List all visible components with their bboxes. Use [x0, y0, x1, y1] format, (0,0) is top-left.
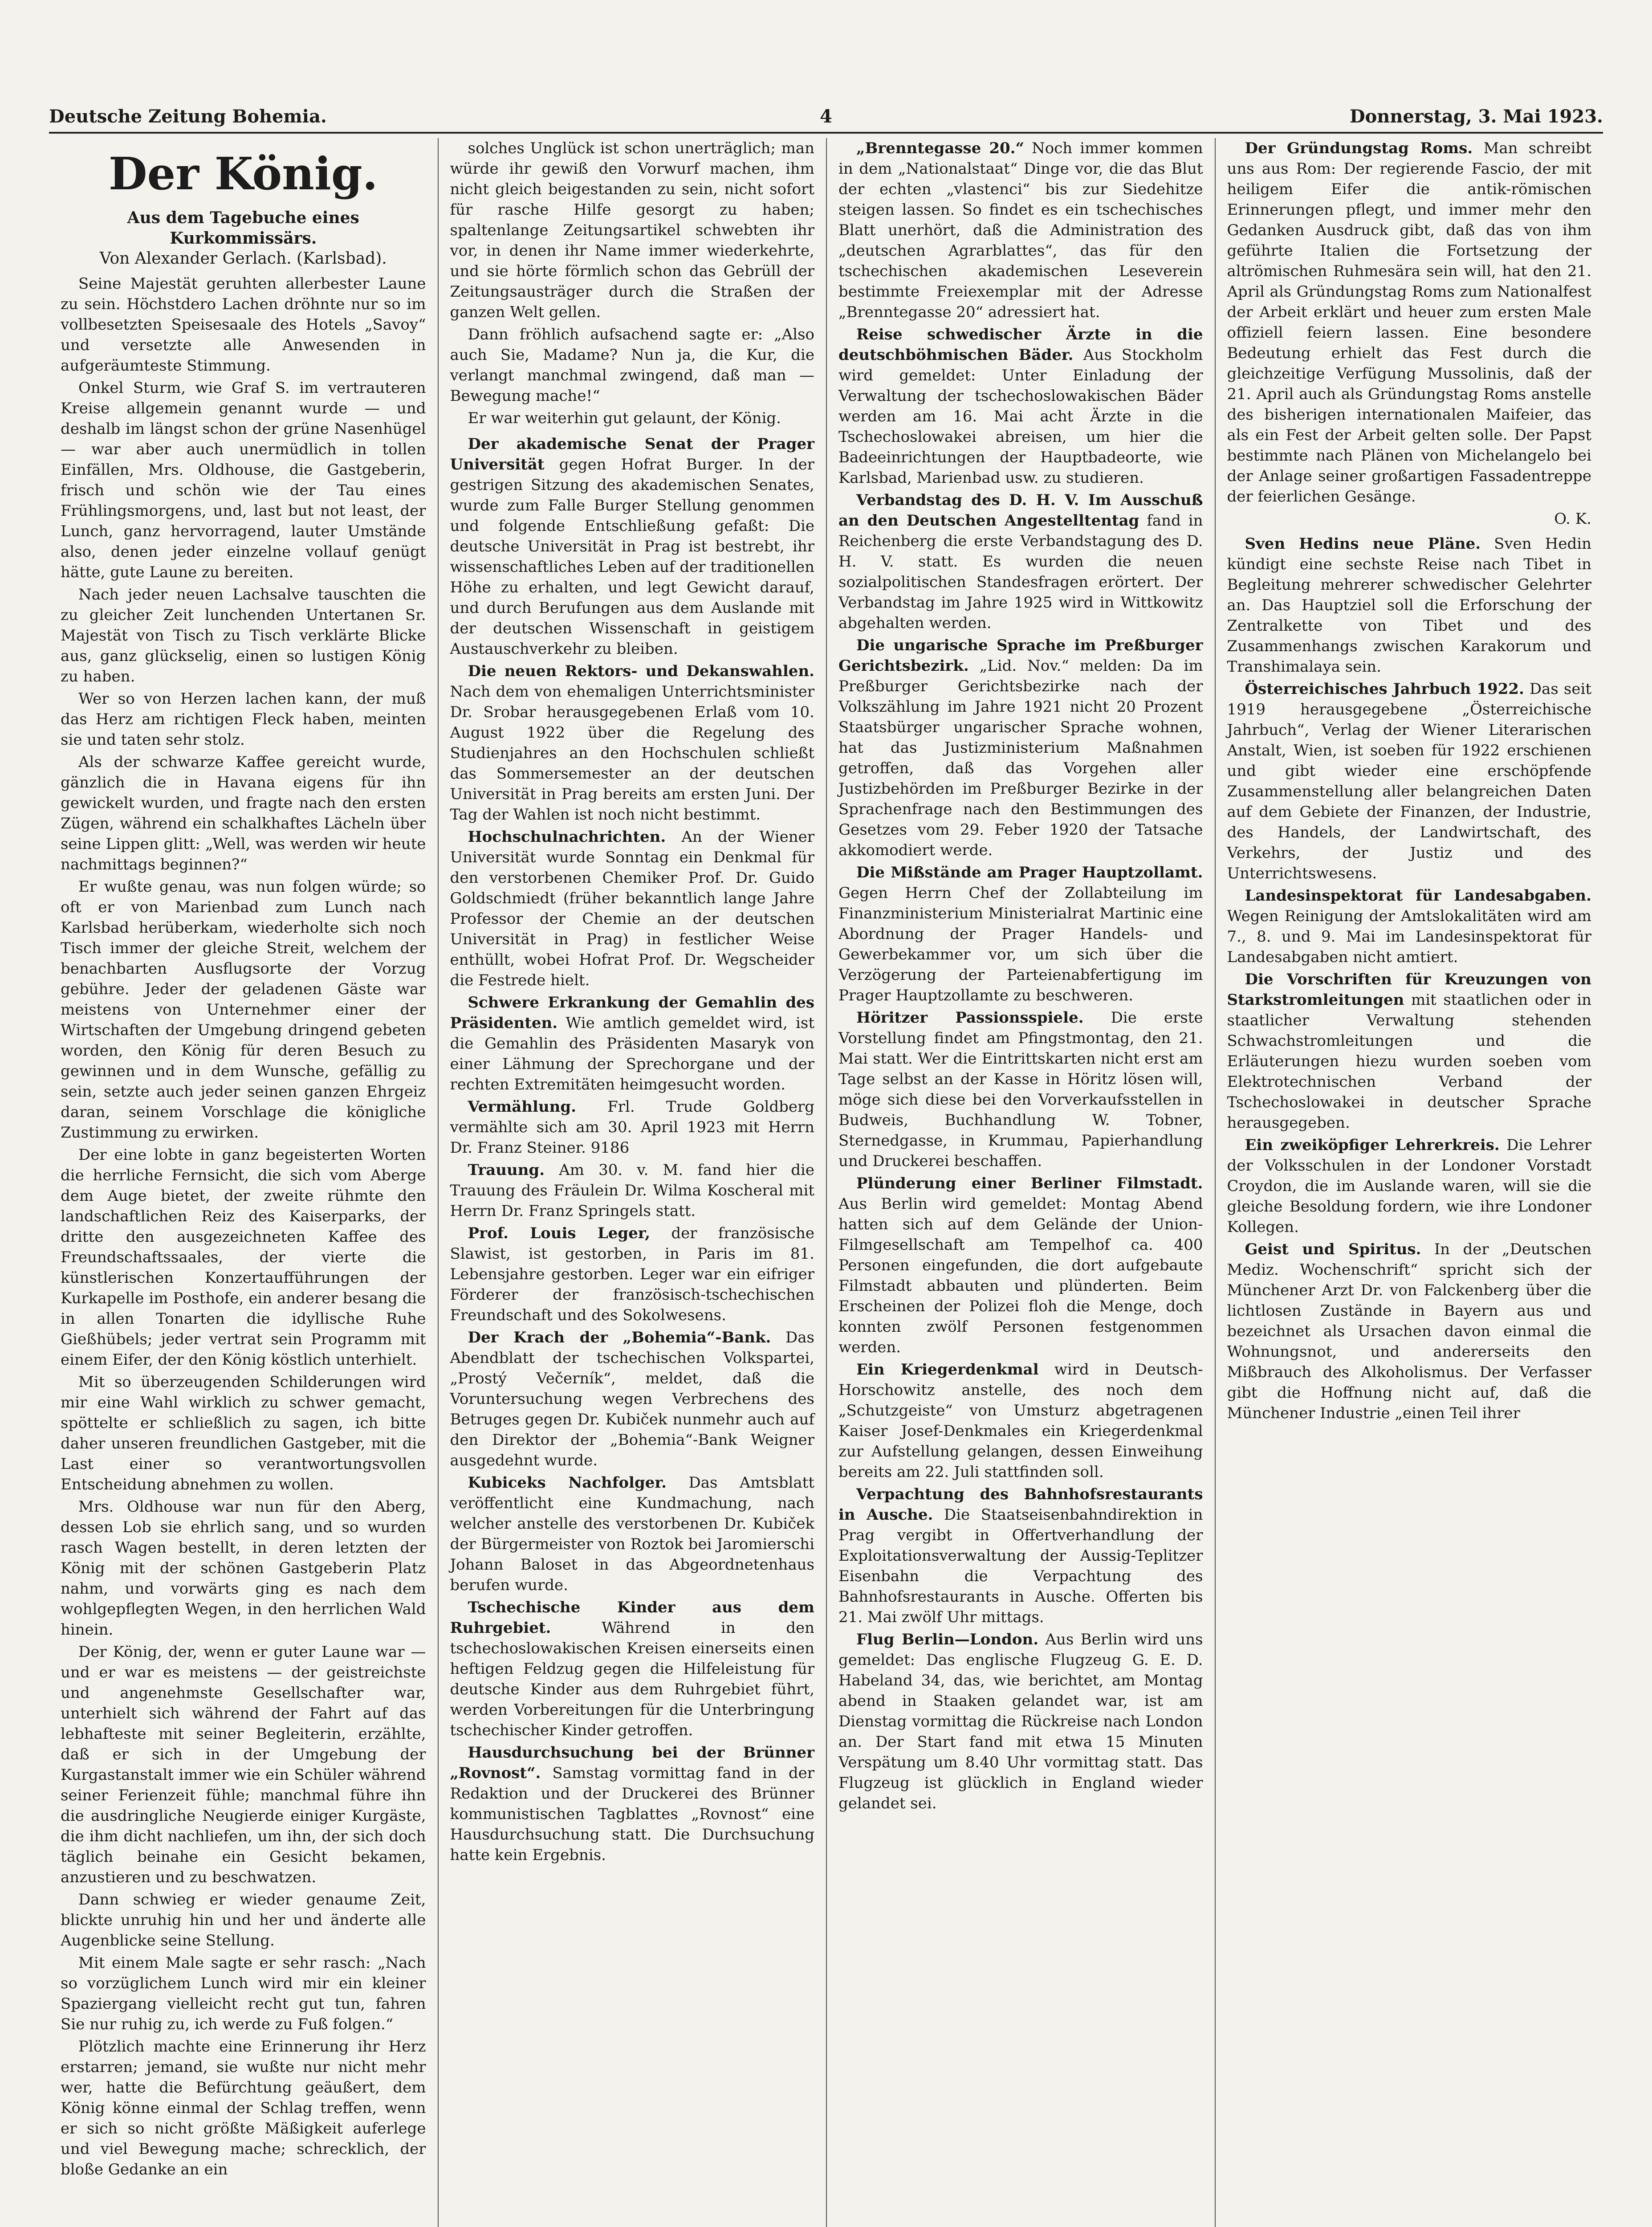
news-item-title: „Brenntegasse 20.“ [856, 139, 1025, 157]
news-item-text: mit staatlichen oder in staatlicher Verwaltung stehenden Schwachstromleitungen und die Erläuterungen hiezu wurden soeben vom Elektrotechnischen Verband der Tschechoslowakei in deutscher Sprache herausgegeben. [1227, 991, 1591, 1132]
news-item [1227, 969, 1592, 1133]
column-3 [826, 138, 1215, 2227]
paragraph: Nach jeder neuen Lachsalve tauschten die zu gleicher Zeit lunchenden Untertanen Sr. Majestät von Tisch zu Tisch verklärte Blicke aus, ganz glückselig, einen so lustigen König zu haben. [61, 586, 426, 685]
newspaper-name: Deutsche Zeitung Bohemia. [49, 106, 327, 127]
news-item [450, 1097, 815, 1158]
news-item [450, 1160, 815, 1221]
news-item-title: Höritzer Passionsspiele. [856, 1009, 1084, 1027]
news-item-title: Kubiceks Nachfolger. [468, 1474, 667, 1492]
news-item [838, 862, 1203, 1006]
news-item-text: Aus Berlin wird gemeldet: Montag Abend hatten sich auf dem Gelände der Union-Filmgesellschaft am Tempelhof ca. 400 Personen eingefunden, die dort aufgebaute Filmstadt abbauten und plünderten. Beim Erscheinen der Polizei floh die Menge, doch konnten zwölf Personen festgenommen werden. [838, 1195, 1203, 1356]
news-item-title: Hochschulnachrichten. [468, 828, 666, 846]
column-1 [49, 138, 438, 2227]
news-item [1227, 138, 1592, 507]
news-item-text: Das seit 1919 herausgegebene „Österreichische Jahrbuch“, Verlag der Wiener Literarischen Anstalt, Wien, ist soeben für 1922 erschienen und gibt wieder eine erschöpfende Zusammenstellung aller belangreichen Daten auf dem Gebiete der Finanzen, der Industrie, des Handels, der Landwirtschaft, des Verkehrs, der Justiz und des Unterrichtswesens. [1227, 680, 1591, 882]
news-item-text: Wie amtlich gemeldet wird, ist die Gemahlin des Präsidenten Masaryk von einer Lähmung der Sprechorgane und der rechten Extremitäten heimgesucht worden. [450, 1014, 814, 1093]
issue-date: Donnerstag, 3. Mai 1923. [1349, 106, 1603, 127]
paragraph: Dann schwieg er wieder genaume Zeit, blickte unruhig hin und her und änderte alle Augenblicke seine Stellung. [61, 1891, 426, 1950]
news-item-title: Vermählung. [468, 1098, 576, 1116]
paragraph: Dann fröhlich aufsachend sagte er: „Also auch Sie, Madame? Nun ja, die Kur, die verlangt manchmal zwingend, daß man — Bewegung mache!“ [450, 326, 814, 405]
news-item-title: Der Krach der „Bohemia“-Bank. [468, 1329, 771, 1346]
news-item [450, 992, 815, 1095]
feuilleton-byline: Von Alexander Gerlach. (Karlsbad). [99, 249, 387, 268]
page-number: 4 [820, 106, 832, 127]
news-item-text: Nach dem von ehemaligen Unterrichtsminister Dr. Srobar herausgegebenen Erlaß vom 10. August 1922 über die Regelung des Studienjahres an den Hochschulen schließt das Sommersemester an der deutschen Universität in Prag bereits am ersten Juni. Der Tag der Wahlen ist noch nicht bestimmt. [450, 683, 814, 824]
news-item-title: Schwere Erkrankung der Gemahlin des Präsidenten. [450, 994, 814, 1032]
news-item-text: Das Amtsblatt veröffentlicht eine Kundmachung, nach welcher anstelle des verstorbenen Dr. Kubiček der Bürgermeister von Roztok bei Jaromierschi Johann Baloset in das Abgeordnetenhaus berufen wurde. [450, 1474, 814, 1594]
news-item-title: Flug Berlin—London. [856, 1631, 1039, 1648]
news-item [450, 827, 815, 991]
news-item-title: Der Gründungstag Roms. [1245, 139, 1473, 157]
feuilleton-title: Der König. [108, 147, 378, 200]
page-columns [49, 138, 1603, 2227]
paragraph: Mit so überzeugenden Schilderungen wird mir eine Wahl wirklich zu schwer gemacht, spöttelte er schließlich zu sagen, ich bitte daher unseren freundlichen Gastgeber, mit die Last einer so verantwortungsvollen Entscheidung abnehmen zu wollen. [61, 1373, 426, 1493]
news-item [1227, 534, 1592, 677]
news-item-text: Die erste Vorstellung findet am Pfingstmontag, den 21. Mai statt. Wer die Eintrittskarten nicht erst am Tage selbst an der Kasse in Höritz lösen will, möge sich diese bei den Vorverkaufsstellen in Budweis, Buchhandlung W. Tobner, Sternedgasse, in Krummau, Papierhandlung und Druckerei beschaffen. [838, 1009, 1203, 1170]
news-item-title: Sven Hedins neue Pläne. [1245, 535, 1481, 553]
news-item-text: In der „Deutschen Mediz. Wochenschrift“ spricht sich der Münchener Arzt Dr. von Falckenberg über die lichtlosen Zustände in Bayern aus und bezeichnet als Ursachen davon einmal die Wohnungsnot, und andererseits den Mißbrauch des Alkoholismus. Der Verfasser gibt die Hoffnung nicht auf, daß die Münchener Industrie „einen Teil ihrer [1227, 1240, 1591, 1422]
news-item-text: Wegen Reinigung der Amtslokalitäten wird am 7., 8. und 9. Mai im Landesinspektorat für Landesabgaben nicht amtiert. [1227, 907, 1591, 966]
news-item-title: Trauung. [468, 1161, 545, 1179]
news-item-text: Aus Stockholm wird gemeldet: Unter Einladung der Verwaltung der tschechoslowakischen Bäder werden am 16. Mai acht Ärzte in die Tschechoslowakei abreisen, um hier die Badeeinrichtungen der Hauptbadeorte, wie Karlsbad, Marienbad usw. zu studieren. [838, 346, 1203, 487]
news-item-title: Die ungarische Sprache im Preßburger Gerichtsbezirk. [838, 636, 1203, 675]
paragraph: Als der schwarze Kaffee gereicht wurde, gänzlich die in Havana eigens für ihn gewickelt wurden, und fragte nach den ersten Zügen, während ein schalkhaftes Lächeln über seine Lippen glitt: „Well, was werden wir heute nachmittags beginnen?“ [61, 753, 426, 873]
news-item-title: Geist und Spiritus. [1245, 1240, 1421, 1258]
news-item-text: Am 30. v. M. fand hier die Trauung des Fräulein Dr. Wilma Koscheral mit Herrn Dr. Franz Springels statt. [450, 1161, 814, 1220]
author-signature: O. K. [1554, 510, 1591, 528]
paragraph: Der eine lobte in ganz begeisterten Worten die herrliche Fernsicht, die sich vom Aberge dem Auge bietet, der zweite rühmte den landschaftlichen Reiz des Kaiserparks, der dritte den ausgezeichneten Kaffee des Freundschaftssaales, der vierte die künstlerischen Konzertaufführungen der Kurkapelle im Posthofe, ein anderer besang die in allen Tonarten die idyllische Ruhe Gießhübels; jeder vertrat sein Programm mit einem Eifer, der den König köstlich unterhielt. [61, 1146, 426, 1369]
news-item [450, 1327, 815, 1471]
news-item-text: „Lid. Nov.“ melden: Da im Preßburger Gerichtsbezirke nach der Volkszählung im Jahre 1921 nicht 20 Prozent Staatsbürger ungarischer Sprache wohnen, hat das Justizministerium Maßnahmen getroffen, daß das Vorgehen aller Justizbehörden im Preßburger Bezirke in der Sprachenfrage nach den Bestimmungen des Gesetzes vom 29. Feber 1920 der Tatsache akkomodiert werde. [838, 657, 1203, 859]
news-item [838, 138, 1203, 322]
news-item-text: Die Lehrer der Volksschulen in der Londoner Vorstadt Croydon, die im Auslande waren, will sie die gleiche Besoldung fordern, wie ihre Londoner Kollegen. [1227, 1136, 1592, 1236]
paragraph: Plötzlich machte eine Erinnerung ihr Herz erstarren; jemand, sie wußte nur nicht mehr wer, hatte die Befürchtung geäußert, dem König könne einmal der Schlag treffen, wenn er sich so nicht größte Mäßigkeit auferlege und viel Bewegung mache; schrecklich, der bloße Gedanke an ein [61, 2038, 426, 2178]
news-item-title: Die Mißstände am Prager Hauptzollamt. [856, 864, 1203, 881]
news-item-text: Noch immer kommen in dem „Nationalstaat“ Dinge vor, die das Blut der echten „vlastenci“ bis zur Siedehitze steigen lassen. So findet es ein tschechisches Blatt unerhört, daß die Administration des „deutschen Agrarblattes“, das für den tschechischen akademischen Leseverein bestimmte Freiexemplar mit der Adresse „Brenntegasse 20“ adressiert hat. [838, 139, 1203, 321]
column-4 [1215, 138, 1603, 2227]
news-item-title: Die Vorschriften für Kreuzungen von Starkstromleitungen [1227, 971, 1591, 1009]
news-item [450, 1223, 815, 1326]
news-item [838, 1007, 1203, 1171]
news-item-title: Reise schwedischer Ärzte in die deutschböhmischen Bäder. [838, 326, 1203, 364]
news-item-title: Tschechische Kinder aus dem Ruhrgebiet. [450, 1599, 814, 1637]
paragraph: Onkel Sturm, wie Graf S. im vertrauteren Kreise allgemein genannt wurde — und deshalb im längst schon der grüne Nasenhügel — war aber auch unermüdlich in tollen Einfällen, Mrs. Oldhouse, die Gastgeberin, frisch und schön wie der Tau eines Frühlingsmorgens, und, last but not least, der Lunch, ganz hervorragend, lauter Umstände also, denen jeder einzelne vollauf genügt hätte, gute Laune zu bereiten. [61, 379, 426, 581]
news-item-title: Ein Kriegerdenkmal [856, 1361, 1039, 1379]
column-2 [438, 138, 826, 2227]
news-item [450, 1742, 815, 1865]
news-item [450, 1472, 815, 1595]
page-header [49, 96, 1603, 127]
paragraph: solches Unglück ist schon unerträglich; man würde ihr gewiß den Vorwurf machen, ihm nicht gleich beigestanden zu sein, nicht sofort für rasche Hilfe gesorgt zu haben; spaltenlange Zeitungsartikel schwebten ihr vor, in denen ihr Name immer wiederkehrte, und sie hörte förmlich schon das Gebrüll der Zeitungsausträger durch die Straßen der ganzen Welt gellen. [450, 139, 814, 321]
news-item-text: Während in den tschechoslowakischen Kreisen einerseits einen heftigen Feldzug gegen die Hilfeleistung für deutsche Kinder aus dem Ruhrgebiet führt, werden Vorbereitungen für die Unterbringung tschechischer Kinder getroffen. [450, 1619, 814, 1739]
news-item-text: der französische Slawist, ist gestorben, in Paris im 81. Lebensjahre gestorben. Leger war ein eifriger Förderer der französisch-tschechischen Freundschaft und des Sokolwesens. [450, 1224, 814, 1324]
paragraph: Mit einem Male sagte er sehr rasch: „Nach so vorzüglichem Lunch wird mir ein kleiner Spaziergang vielleicht recht gut tun, fahren Sie nur ruhig zu, ich werde zu Fuß folgen.“ [61, 1954, 426, 2033]
news-item-text: Gegen Herrn Chef der Zollabteilung im Finanzministerium Ministerialrat Martinic eine Abordnung der Prager Handels- und Gewerbekammer vor, um sich über die Verzögerung der Parteienabfertigung im Prager Hauptzollamte zu beschweren. [838, 884, 1203, 1004]
news-item-text: fand in Reichenberg die erste Verbandstagung des D. H. V. statt. Es wurden die neuen sozialpolitischen Standesfragen erörtert. Der Verbandstag im Jahre 1925 wird in Wittkowitz abgehalten werden. [838, 512, 1203, 632]
paragraph: Er wußte genau, was nun folgen würde; so oft er von Marienbad zum Lunch nach Karlsbad herüberkam, wiederholte sich noch Tisch immer der gleiche Streit, welchem der benachbarten Ausflugsorte der Vorzug gebühre. Jeder der geladenen Gäste war meistens von Unternehmer einer der Wirtschaften der Umgebung dringend gebeten worden, den König für deren Besuch zu gewinnen und in dem Wunsche, gefällig zu sein, setzte auch jeder seinen ganzen Ehrgeiz daran, seinem Vorschlage die königliche Zustimmung zu erwirken. [61, 878, 426, 1142]
news-item-title: Ein zweiköpfiger Lehrerkreis. [1245, 1136, 1500, 1154]
news-item [1227, 1239, 1592, 1423]
paragraph: Wer so von Herzen lachen kann, der muß das Herz am richtigen Fleck haben, meinten sie und taten sehr stolz. [61, 690, 426, 749]
news-item-text: An der Wiener Universität wurde Sonntag ein Denkmal für den verstorbenen Chemiker Prof. Dr. Guido Goldschmiedt (früher bekanntlich lange Jahre Professor der Chemie an der deutschen Universität in Prag) in festlicher Weise enthüllt, wobei Hofrat Prof. Dr. Wegscheider die Festrede hielt. [450, 828, 814, 989]
header-rule [49, 132, 1603, 134]
news-item [1227, 679, 1592, 884]
news-item [450, 1597, 815, 1741]
news-item-text: Frl. Trude Goldberg vermählte sich am 30. April 1923 mit Herrn Dr. Franz Steiner. 9186 [450, 1098, 814, 1157]
news-item-text: Aus Berlin wird uns gemeldet: Das englische Flugzeug G. E. D. Habeland 34, das, wie berichtet, am Montag abend in Staaken gelandet war, ist am Dienstag vormittag die Rückreise nach London an. Der Start fand mit etwa 15 Minuten Verspätung um 8.40 Uhr vormittag statt. Das Flugzeug ist glücklich in England wieder gelandet sei. [838, 1631, 1203, 1812]
news-item [838, 1173, 1203, 1358]
news-item [838, 1359, 1203, 1482]
news-item-title: Verbandstag des D. H. V. Im Ausschuß an den Deutschen Angestelltentag [838, 491, 1203, 530]
news-item [450, 434, 815, 659]
news-item-text: Sven Hedin kündigt eine sechste Reise nach Tibet in Begleitung mehrerer schwedischer Gelehrter an. Das Hauptziel soll die Erforschung der Zentralkette von Tibet und des Zusammenhangs zwischen Karakorum und Transhimalaya sein. [1227, 535, 1591, 676]
news-item [838, 1629, 1203, 1814]
news-item-title: Prof. Louis Leger, [468, 1224, 651, 1242]
news-item-title: Landesinspektorat für Landesabgaben. [1245, 887, 1591, 905]
feuilleton-body [61, 273, 426, 2180]
paragraph: Mrs. Oldhouse war nun für den Aberg, dessen Lob sie ehrlich sang, und so wurden rasch Wagen bestellt, in deren letzten der König mit der schönen Gastgeberin Platz nahm, und vorwärts ging es nach dem wohlgepflegten Wegen, in den herrlichen Wald hinein. [61, 1498, 426, 1639]
news-item [450, 661, 815, 825]
news-item-text: Die Staatseisenbahndirektion in Prag vergibt in Offertverhandlung der Exploitationsverwaltung der Aussig-Teplitzer Eisenbahn die Verpachtung des Bahnhofsrestaurants in Ausche. Offerten bis 21. Mai zwölf Uhr mittags. [838, 1506, 1203, 1626]
news-item-text: Man schreibt uns aus Rom: Der regierende Fascio, der mit heiligem Eifer die antik-römischen Erinnerungen pflegt, und immer mehr den Gedanken Ausdruck gibt, daß das von ihm geführte Italien die Fortsetzung der altrömischen Ruhmesära sein will, hat den 21. April als Gründungstag Roms zum Nationalfest der Arbeit erklärt und heuer zum ersten Male offiziell feiern lassen. Eine besondere Bedeutung erhielt das Fest durch die gleichzeitige Verfügung Mussolinis, daß der 21. April auch als Gründungstag Roms anstelle des bisherigen internationalen Maifeier, das als ein Fest der Arbeit gelten solle. Der Papst bestimmte nach Plänen von Michelangelo bei der Anlage seiner großartigen Fassadentreppe der feierlichen Gesänge. [1227, 139, 1591, 506]
paragraph: Er war weiterhin gut gelaunt, der König. [468, 409, 781, 427]
news-item-text: Samstag vormittag fand in der Redaktion und der Druckerei des Brünner kommunistischen Tagblattes „Rovnost“ eine Hausdurchsuchung statt. Die Durchsuchung hatte kein Ergebnis. [450, 1764, 814, 1864]
paragraph: Seine Majestät geruhten allerbester Laune zu sein. Höchstdero Lachen dröhnte nur so im vollbesetzten Speisesaale des Hotels „Savoy“ und versetzte alle Anwesenden in aufgeräumteste Stimmung. [61, 275, 426, 375]
news-item [838, 635, 1203, 861]
news-item [1227, 1135, 1592, 1237]
news-item [1227, 885, 1592, 967]
feuilleton-subtitle: Aus dem Tagebuche eines Kurkommissärs. [127, 208, 359, 248]
news-item-title: Die neuen Rektors- und Dekanswahlen. [468, 662, 814, 680]
news-item-text: Das Abendblatt der tschechischen Volkspartei, „Prostý Večerník“, meldet, daß die Voruntersuchung wegen Verbrechens des Betruges gegen Dr. Kubiček nunmehr auch auf den Direktor der „Bohemia“-Bank Weigner ausgedehnt wurde. [450, 1329, 814, 1469]
news-item-title: Plünderung einer Berliner Filmstadt. [856, 1175, 1203, 1192]
paragraph: Der König, der, wenn er guter Laune war — und er war es meistens — der geistreichste und angenehmste Gesellschafter war, unterhielt sich während der Fahrt auf das lebhafteste mit seiner Begleiterin, erzählte, daß er sich in der Umgebung der Kurgastanstalt immer wie ein Schüler während seiner Ferienzeit fühle; manchmal führe ihn die ausdringliche Neugierde einiger Kurgäste, die ihm dicht nachliefen, um ihn, der sich doch täglich beinahe ein Gesicht bekamen, anzustieren und zu beschwatzen. [61, 1643, 426, 1886]
news-item-title: Österreichisches Jahrbuch 1922. [1245, 680, 1524, 698]
news-item [838, 324, 1203, 488]
news-item-title: Der akademische Senat der Prager Universität [450, 435, 814, 473]
news-item-title: Verpachtung des Bahnhofsrestaurants in Ausche. [838, 1485, 1203, 1524]
news-item-title: Hausdurchsuchung bei der Brünner „Rovnost“. [450, 1744, 814, 1782]
news-item [838, 490, 1203, 633]
news-item-text: gegen Hofrat Burger. In der gestrigen Sitzung des akademischen Senates, wurde zum Falle Burger Stellung genommen und folgende Entschließung gefaßt: Die deutsche Universität in Prag ist bestrebt, ihr wissenschaftliches Leben auf der traditionellen Höhe zu erhalten, und legt Gewicht darauf, und durch Berufungen aus dem Auslande mit der deutschen Wissenschaft in geistigem Austauschverkehr zu bleiben. [450, 456, 814, 658]
news-item [838, 1484, 1203, 1627]
news-item-text: wird in Deutsch-Horschowitz anstelle, des noch dem „Schutzgeiste“ von Umsturz abgetragenen Kaiser Josef-Denkmales ein Kriegerdenkmal zur Aufstellung gelangen, dessen Einweihung bereits am 22. Juli stattfinden soll. [838, 1361, 1203, 1481]
